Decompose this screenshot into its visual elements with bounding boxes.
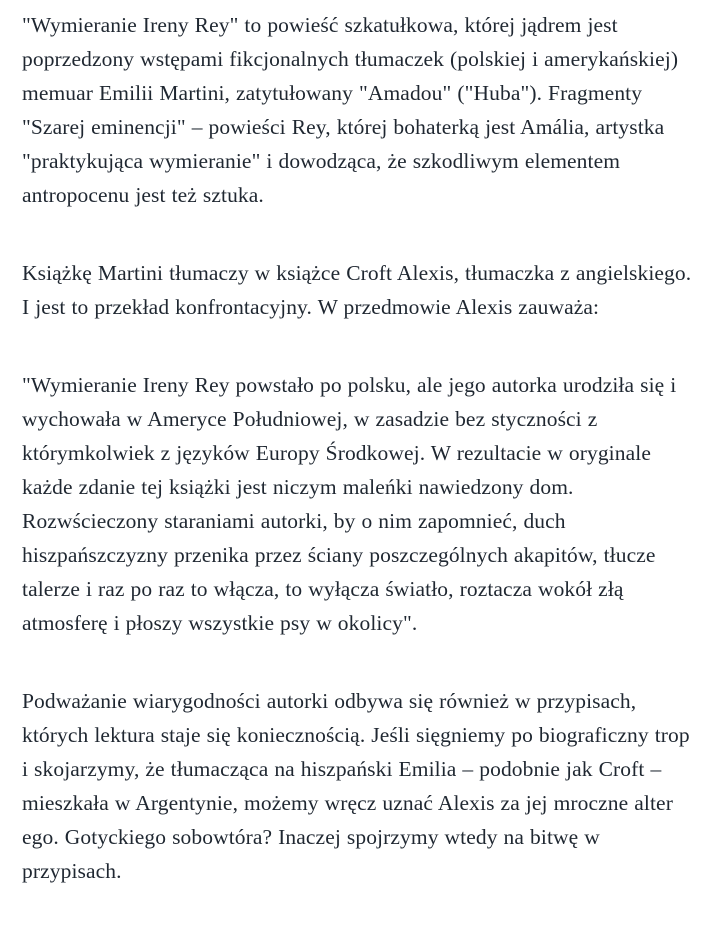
- paragraph-translator-croft-alexis: Książkę Martini tłumaczy w książce Croft Alexis, tłumaczka z angielskiego. I jest to przekład konfrontacyjny. W przedmowie Alexis zauważa:: [22, 261, 692, 319]
- paragraph-intro-book-structure: "Wymieranie Ireny Rey" to powieść szkatułkowa, której jądrem jest poprzedzony wstępami fikcjonalnych tłumaczek (polskiej i amerykańskiej) memuar Emilii Martini, zatytułowany "Amadou" ("Huba"). Fragmenty "Szarej eminencji" – powieści Rey, której bohaterką jest Amália, artystka "praktykująca wymieranie" i dowodząca, że szkodliwym elementem antropocenu jest też sztuka.: [22, 13, 679, 207]
- paragraph-quote-preface: "Wymieranie Ireny Rey powstało po polsku, ale jego autorka urodziła się i wychowała w Ameryce Południowej, w zasadzie bez styczności z którymkolwiek z języków Europy Środkowej. W rezultacie w oryginale każde zdanie tej książki jest niczym maleńki nawiedzony dom. Rozwścieczony staraniami autorki, by o nim zapomnieć, duch hiszpańszczyzny przenika przez ściany poszczególnych akapitów, tłucze talerze i raz po raz to włącza, to wyłącza światło, roztacza wokół złą atmosferę i płoszy wszystkie psy w okolicy".: [22, 373, 677, 635]
- paragraph-footnotes-alter-ego: Podważanie wiarygodności autorki odbywa się również w przypisach, których lektura staje się koniecznością. Jeśli sięgniemy po biograficzny trop i skojarzymy, że tłumacząca na hiszpański Emilia – podobnie jak Croft – mieszkała w Argentynie, możemy wręcz uznać Alexis za jej mroczne alter ego. Gotyckiego sobowtóra? Inaczej spojrzymy wtedy na bitwę w przypisach.: [22, 689, 690, 883]
